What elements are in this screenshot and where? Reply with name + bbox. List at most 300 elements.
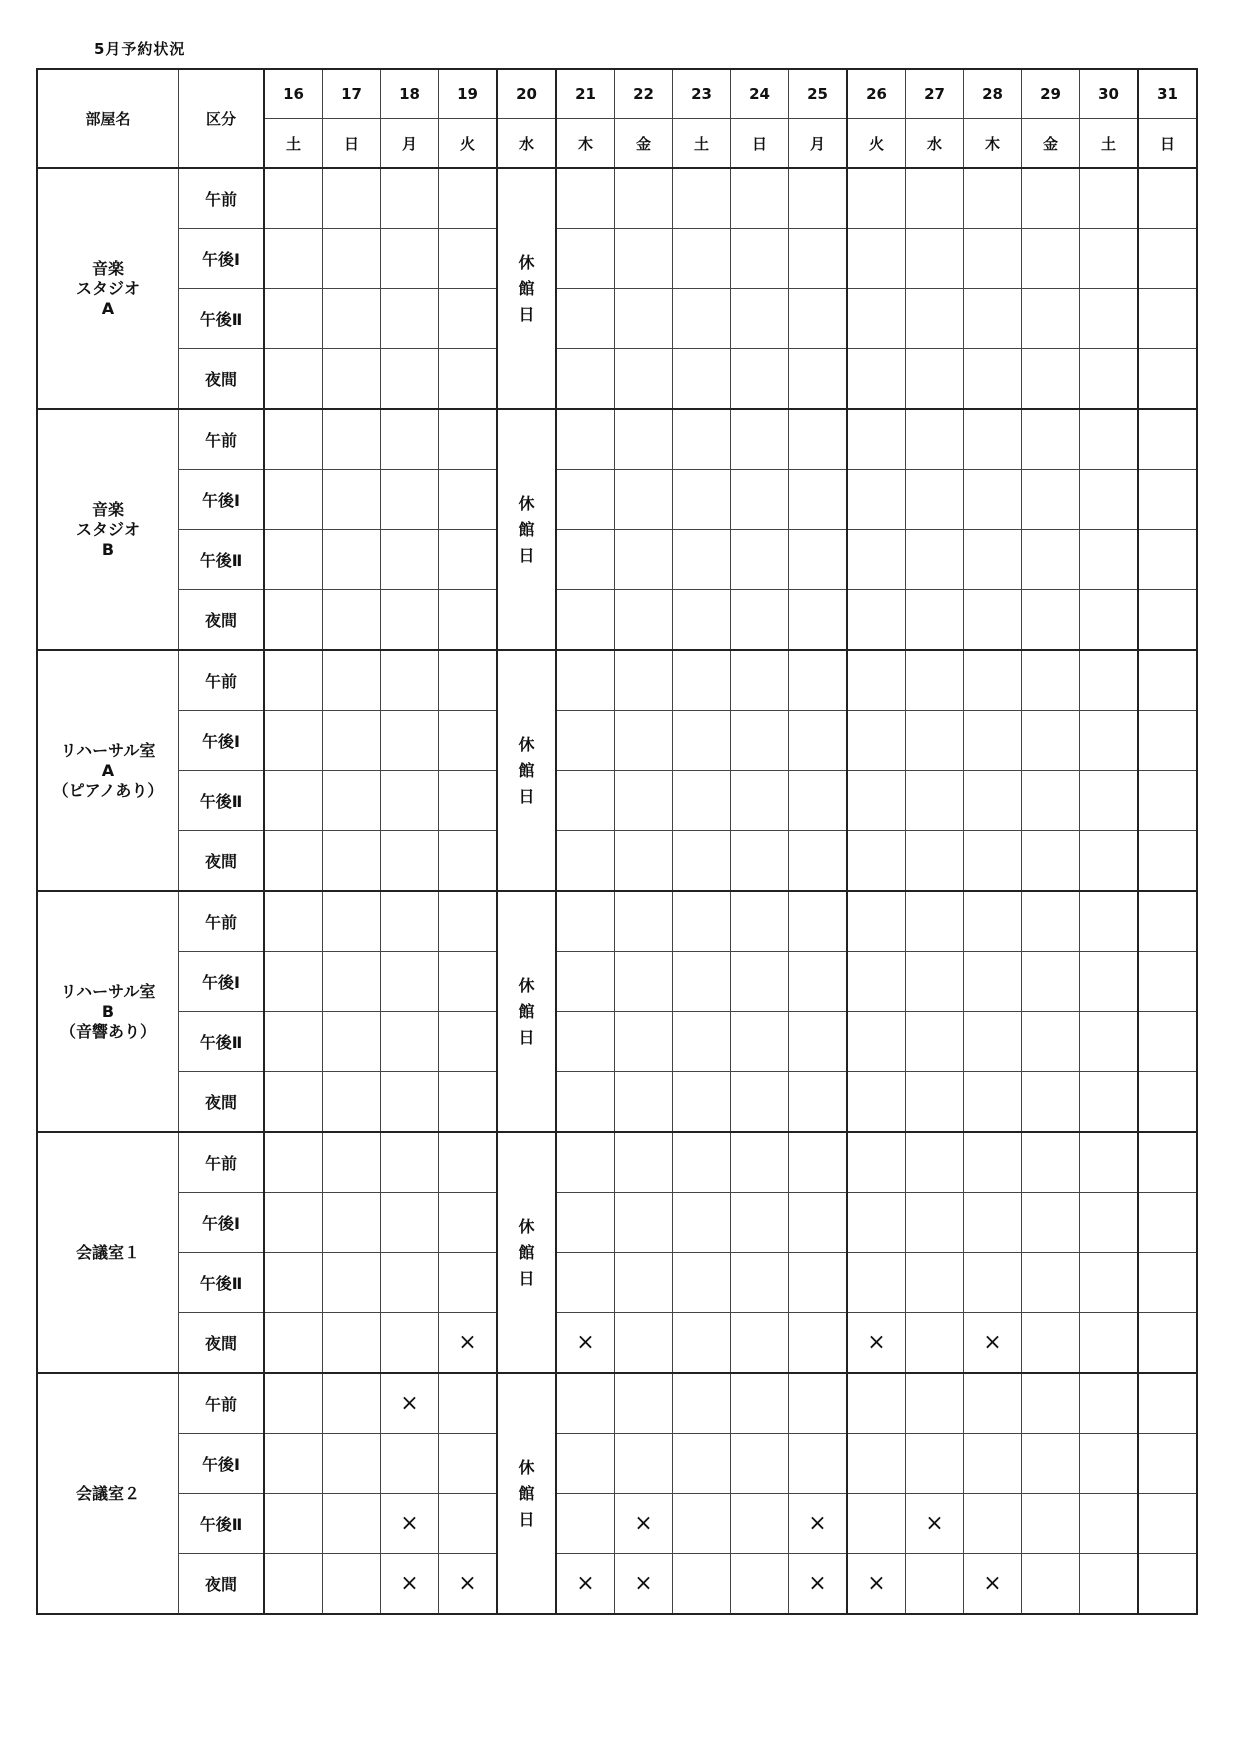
reservation-cell[interactable] [323, 1012, 381, 1072]
reservation-cell[interactable] [964, 711, 1022, 771]
reservation-cell[interactable] [964, 650, 1022, 711]
reservation-cell[interactable] [1022, 349, 1080, 410]
reservation-cell[interactable] [964, 1313, 1022, 1374]
reservation-cell[interactable] [789, 891, 848, 952]
reservation-cell[interactable] [731, 289, 789, 349]
reservation-cell[interactable] [323, 1132, 381, 1193]
reservation-cell[interactable] [673, 1313, 731, 1374]
reservation-cell[interactable] [615, 1373, 673, 1434]
reservation-cell[interactable] [964, 1072, 1022, 1133]
reservation-cell[interactable] [381, 590, 439, 651]
reservation-cell[interactable] [731, 530, 789, 590]
reservation-cell[interactable] [1138, 891, 1197, 952]
reservation-cell[interactable] [847, 168, 906, 229]
reservation-cell[interactable] [1022, 952, 1080, 1012]
reservation-cell[interactable] [323, 831, 381, 892]
reservation-cell[interactable] [323, 771, 381, 831]
reservation-cell[interactable] [439, 1373, 498, 1434]
reservation-cell[interactable] [556, 1494, 615, 1554]
reservation-cell[interactable] [906, 1434, 964, 1494]
reservation-cell[interactable] [439, 470, 498, 530]
reservation-cell[interactable] [1138, 289, 1197, 349]
reservation-cell[interactable] [439, 1554, 498, 1615]
reservation-cell[interactable] [789, 409, 848, 470]
reservation-cell[interactable] [323, 349, 381, 410]
reservation-cell[interactable] [1080, 1313, 1139, 1374]
reservation-cell[interactable] [556, 711, 615, 771]
reservation-cell[interactable] [964, 349, 1022, 410]
reservation-cell[interactable] [439, 1072, 498, 1133]
reservation-cell[interactable] [1138, 1313, 1197, 1374]
reservation-cell[interactable] [906, 711, 964, 771]
reservation-cell[interactable] [1138, 1072, 1197, 1133]
reservation-cell[interactable] [264, 891, 323, 952]
reservation-cell[interactable] [964, 831, 1022, 892]
reservation-cell[interactable] [789, 952, 848, 1012]
reservation-cell[interactable] [906, 1373, 964, 1434]
reservation-cell[interactable] [1080, 168, 1139, 229]
reservation-cell[interactable] [556, 349, 615, 410]
reservation-cell[interactable] [673, 711, 731, 771]
reservation-cell[interactable] [615, 711, 673, 771]
reservation-cell[interactable] [1022, 891, 1080, 952]
reservation-cell[interactable] [673, 952, 731, 1012]
reservation-cell[interactable] [847, 1494, 906, 1554]
reservation-cell[interactable] [615, 349, 673, 410]
reservation-cell[interactable] [906, 530, 964, 590]
reservation-cell[interactable] [673, 891, 731, 952]
reservation-cell[interactable] [964, 1253, 1022, 1313]
reservation-cell[interactable] [381, 349, 439, 410]
reservation-cell[interactable] [847, 590, 906, 651]
reservation-cell[interactable] [615, 771, 673, 831]
reservation-cell[interactable] [731, 1132, 789, 1193]
reservation-cell[interactable] [264, 1373, 323, 1434]
reservation-cell[interactable] [847, 229, 906, 289]
reservation-cell[interactable] [556, 470, 615, 530]
reservation-cell[interactable] [264, 168, 323, 229]
reservation-cell[interactable] [323, 952, 381, 1012]
reservation-cell[interactable] [439, 1494, 498, 1554]
reservation-cell[interactable] [964, 1554, 1022, 1615]
reservation-cell[interactable] [439, 1132, 498, 1193]
reservation-cell[interactable] [381, 650, 439, 711]
reservation-cell[interactable] [264, 1072, 323, 1133]
reservation-cell[interactable] [673, 1494, 731, 1554]
reservation-cell[interactable] [615, 831, 673, 892]
reservation-cell[interactable] [1080, 891, 1139, 952]
reservation-cell[interactable] [906, 650, 964, 711]
reservation-cell[interactable] [906, 1554, 964, 1615]
reservation-cell[interactable] [731, 1313, 789, 1374]
reservation-cell[interactable] [264, 409, 323, 470]
reservation-cell[interactable] [439, 168, 498, 229]
reservation-cell[interactable] [381, 891, 439, 952]
reservation-cell[interactable] [906, 952, 964, 1012]
reservation-cell[interactable] [1022, 1072, 1080, 1133]
reservation-cell[interactable] [1138, 952, 1197, 1012]
reservation-cell[interactable] [1138, 1132, 1197, 1193]
reservation-cell[interactable] [906, 1494, 964, 1554]
reservation-cell[interactable] [906, 1012, 964, 1072]
reservation-cell[interactable] [323, 1313, 381, 1374]
reservation-cell[interactable] [847, 650, 906, 711]
reservation-cell[interactable] [1080, 1554, 1139, 1615]
reservation-cell[interactable] [731, 831, 789, 892]
reservation-cell[interactable] [731, 349, 789, 410]
reservation-cell[interactable] [789, 1072, 848, 1133]
reservation-cell[interactable] [615, 952, 673, 1012]
reservation-cell[interactable] [789, 1193, 848, 1253]
reservation-cell[interactable] [789, 289, 848, 349]
reservation-cell[interactable] [1138, 1253, 1197, 1313]
reservation-cell[interactable] [673, 771, 731, 831]
reservation-cell[interactable] [789, 1494, 848, 1554]
reservation-cell[interactable] [731, 590, 789, 651]
reservation-cell[interactable] [1080, 1373, 1139, 1434]
reservation-cell[interactable] [556, 1373, 615, 1434]
reservation-cell[interactable] [556, 409, 615, 470]
reservation-cell[interactable] [323, 1072, 381, 1133]
reservation-cell[interactable] [381, 1494, 439, 1554]
reservation-cell[interactable] [381, 1012, 439, 1072]
reservation-cell[interactable] [906, 168, 964, 229]
reservation-cell[interactable] [1022, 590, 1080, 651]
reservation-cell[interactable] [1080, 470, 1139, 530]
reservation-cell[interactable] [439, 349, 498, 410]
reservation-cell[interactable] [673, 229, 731, 289]
reservation-cell[interactable] [381, 530, 439, 590]
reservation-cell[interactable] [1022, 1554, 1080, 1615]
reservation-cell[interactable] [847, 952, 906, 1012]
reservation-cell[interactable] [1138, 711, 1197, 771]
reservation-cell[interactable] [1138, 650, 1197, 711]
reservation-cell[interactable] [1080, 1132, 1139, 1193]
reservation-cell[interactable] [381, 1554, 439, 1615]
reservation-cell[interactable] [906, 1132, 964, 1193]
reservation-cell[interactable] [439, 1012, 498, 1072]
reservation-cell[interactable] [615, 650, 673, 711]
reservation-cell[interactable] [439, 229, 498, 289]
reservation-cell[interactable] [264, 590, 323, 651]
reservation-cell[interactable] [264, 1313, 323, 1374]
reservation-cell[interactable] [323, 1253, 381, 1313]
reservation-cell[interactable] [789, 831, 848, 892]
reservation-cell[interactable] [789, 590, 848, 651]
reservation-cell[interactable] [673, 530, 731, 590]
reservation-cell[interactable] [1080, 1012, 1139, 1072]
reservation-cell[interactable] [323, 711, 381, 771]
reservation-cell[interactable] [847, 530, 906, 590]
reservation-cell[interactable] [439, 771, 498, 831]
reservation-cell[interactable] [1022, 1012, 1080, 1072]
reservation-cell[interactable] [1022, 771, 1080, 831]
reservation-cell[interactable] [964, 590, 1022, 651]
reservation-cell[interactable] [906, 771, 964, 831]
reservation-cell[interactable] [906, 409, 964, 470]
reservation-cell[interactable] [556, 1132, 615, 1193]
reservation-cell[interactable] [615, 1434, 673, 1494]
reservation-cell[interactable] [847, 349, 906, 410]
reservation-cell[interactable] [731, 1253, 789, 1313]
reservation-cell[interactable] [1138, 1373, 1197, 1434]
reservation-cell[interactable] [731, 771, 789, 831]
reservation-cell[interactable] [847, 831, 906, 892]
reservation-cell[interactable] [1138, 530, 1197, 590]
reservation-cell[interactable] [1022, 229, 1080, 289]
reservation-cell[interactable] [906, 831, 964, 892]
reservation-cell[interactable] [556, 590, 615, 651]
reservation-cell[interactable] [731, 891, 789, 952]
reservation-cell[interactable] [789, 1132, 848, 1193]
reservation-cell[interactable] [323, 1434, 381, 1494]
reservation-cell[interactable] [615, 289, 673, 349]
reservation-cell[interactable] [731, 1554, 789, 1615]
reservation-cell[interactable] [847, 470, 906, 530]
reservation-cell[interactable] [1138, 168, 1197, 229]
reservation-cell[interactable] [264, 831, 323, 892]
reservation-cell[interactable] [615, 891, 673, 952]
reservation-cell[interactable] [964, 530, 1022, 590]
reservation-cell[interactable] [731, 1012, 789, 1072]
reservation-cell[interactable] [673, 349, 731, 410]
reservation-cell[interactable] [673, 1193, 731, 1253]
reservation-cell[interactable] [673, 470, 731, 530]
reservation-cell[interactable] [615, 168, 673, 229]
reservation-cell[interactable] [381, 1072, 439, 1133]
reservation-cell[interactable] [439, 590, 498, 651]
reservation-cell[interactable] [1138, 1434, 1197, 1494]
reservation-cell[interactable] [615, 470, 673, 530]
reservation-cell[interactable] [731, 470, 789, 530]
reservation-cell[interactable] [264, 229, 323, 289]
reservation-cell[interactable] [323, 891, 381, 952]
reservation-cell[interactable] [1080, 831, 1139, 892]
reservation-cell[interactable] [381, 1313, 439, 1374]
reservation-cell[interactable] [1080, 1253, 1139, 1313]
reservation-cell[interactable] [731, 409, 789, 470]
reservation-cell[interactable] [615, 1253, 673, 1313]
reservation-cell[interactable] [439, 952, 498, 1012]
reservation-cell[interactable] [264, 952, 323, 1012]
reservation-cell[interactable] [323, 229, 381, 289]
reservation-cell[interactable] [556, 952, 615, 1012]
reservation-cell[interactable] [556, 1072, 615, 1133]
reservation-cell[interactable] [556, 289, 615, 349]
reservation-cell[interactable] [1138, 831, 1197, 892]
reservation-cell[interactable] [1138, 1554, 1197, 1615]
reservation-cell[interactable] [964, 470, 1022, 530]
reservation-cell[interactable] [381, 1253, 439, 1313]
reservation-cell[interactable] [323, 1494, 381, 1554]
reservation-cell[interactable] [789, 1373, 848, 1434]
reservation-cell[interactable] [615, 530, 673, 590]
reservation-cell[interactable] [556, 1193, 615, 1253]
reservation-cell[interactable] [556, 771, 615, 831]
reservation-cell[interactable] [789, 1253, 848, 1313]
reservation-cell[interactable] [847, 409, 906, 470]
reservation-cell[interactable] [964, 1012, 1022, 1072]
reservation-cell[interactable] [673, 590, 731, 651]
reservation-cell[interactable] [847, 1132, 906, 1193]
reservation-cell[interactable] [1080, 530, 1139, 590]
reservation-cell[interactable] [673, 409, 731, 470]
reservation-cell[interactable] [1022, 711, 1080, 771]
reservation-cell[interactable] [1080, 650, 1139, 711]
reservation-cell[interactable] [847, 1313, 906, 1374]
reservation-cell[interactable] [789, 530, 848, 590]
reservation-cell[interactable] [1022, 530, 1080, 590]
reservation-cell[interactable] [673, 650, 731, 711]
reservation-cell[interactable] [1022, 1313, 1080, 1374]
reservation-cell[interactable] [789, 1434, 848, 1494]
reservation-cell[interactable] [556, 831, 615, 892]
reservation-cell[interactable] [906, 1072, 964, 1133]
reservation-cell[interactable] [1138, 590, 1197, 651]
reservation-cell[interactable] [381, 1132, 439, 1193]
reservation-cell[interactable] [556, 891, 615, 952]
reservation-cell[interactable] [731, 1494, 789, 1554]
reservation-cell[interactable] [789, 1554, 848, 1615]
reservation-cell[interactable] [615, 1313, 673, 1374]
reservation-cell[interactable] [264, 1494, 323, 1554]
reservation-cell[interactable] [1080, 771, 1139, 831]
reservation-cell[interactable] [1080, 409, 1139, 470]
reservation-cell[interactable] [1138, 409, 1197, 470]
reservation-cell[interactable] [964, 229, 1022, 289]
reservation-cell[interactable] [264, 1253, 323, 1313]
reservation-cell[interactable] [381, 711, 439, 771]
reservation-cell[interactable] [847, 1434, 906, 1494]
reservation-cell[interactable] [439, 1193, 498, 1253]
reservation-cell[interactable] [731, 1373, 789, 1434]
reservation-cell[interactable] [731, 168, 789, 229]
reservation-cell[interactable] [789, 168, 848, 229]
reservation-cell[interactable] [381, 409, 439, 470]
reservation-cell[interactable] [731, 952, 789, 1012]
reservation-cell[interactable] [847, 1253, 906, 1313]
reservation-cell[interactable] [1022, 409, 1080, 470]
reservation-cell[interactable] [264, 349, 323, 410]
reservation-cell[interactable] [673, 1253, 731, 1313]
reservation-cell[interactable] [264, 711, 323, 771]
reservation-cell[interactable] [439, 831, 498, 892]
reservation-cell[interactable] [847, 1193, 906, 1253]
reservation-cell[interactable] [323, 289, 381, 349]
reservation-cell[interactable] [1080, 1072, 1139, 1133]
reservation-cell[interactable] [964, 891, 1022, 952]
reservation-cell[interactable] [381, 168, 439, 229]
reservation-cell[interactable] [1022, 1193, 1080, 1253]
reservation-cell[interactable] [556, 168, 615, 229]
reservation-cell[interactable] [556, 1253, 615, 1313]
reservation-cell[interactable] [1080, 711, 1139, 771]
reservation-cell[interactable] [1138, 349, 1197, 410]
reservation-cell[interactable] [906, 1253, 964, 1313]
reservation-cell[interactable] [264, 650, 323, 711]
reservation-cell[interactable] [673, 1554, 731, 1615]
reservation-cell[interactable] [439, 530, 498, 590]
reservation-cell[interactable] [556, 650, 615, 711]
reservation-cell[interactable] [964, 1434, 1022, 1494]
reservation-cell[interactable] [439, 711, 498, 771]
reservation-cell[interactable] [264, 530, 323, 590]
reservation-cell[interactable] [847, 891, 906, 952]
reservation-cell[interactable] [847, 711, 906, 771]
reservation-cell[interactable] [964, 1132, 1022, 1193]
reservation-cell[interactable] [381, 1193, 439, 1253]
reservation-cell[interactable] [323, 650, 381, 711]
reservation-cell[interactable] [847, 771, 906, 831]
reservation-cell[interactable] [556, 229, 615, 289]
reservation-cell[interactable] [906, 289, 964, 349]
reservation-cell[interactable] [964, 1193, 1022, 1253]
reservation-cell[interactable] [323, 530, 381, 590]
reservation-cell[interactable] [615, 409, 673, 470]
reservation-cell[interactable] [964, 771, 1022, 831]
reservation-cell[interactable] [323, 409, 381, 470]
reservation-cell[interactable] [906, 1313, 964, 1374]
reservation-cell[interactable] [1022, 289, 1080, 349]
reservation-cell[interactable] [847, 1012, 906, 1072]
reservation-cell[interactable] [1080, 1193, 1139, 1253]
reservation-cell[interactable] [439, 1313, 498, 1374]
reservation-cell[interactable] [381, 1373, 439, 1434]
reservation-cell[interactable] [731, 229, 789, 289]
reservation-cell[interactable] [323, 1373, 381, 1434]
reservation-cell[interactable] [381, 771, 439, 831]
reservation-cell[interactable] [731, 1072, 789, 1133]
reservation-cell[interactable] [789, 650, 848, 711]
reservation-cell[interactable] [1022, 1373, 1080, 1434]
reservation-cell[interactable] [615, 1554, 673, 1615]
reservation-cell[interactable] [673, 1132, 731, 1193]
reservation-cell[interactable] [964, 409, 1022, 470]
reservation-cell[interactable] [1080, 229, 1139, 289]
reservation-cell[interactable] [264, 1132, 323, 1193]
reservation-cell[interactable] [731, 711, 789, 771]
reservation-cell[interactable] [323, 1193, 381, 1253]
reservation-cell[interactable] [1080, 349, 1139, 410]
reservation-cell[interactable] [789, 1012, 848, 1072]
reservation-cell[interactable] [556, 530, 615, 590]
reservation-cell[interactable] [264, 1012, 323, 1072]
reservation-cell[interactable] [615, 1193, 673, 1253]
reservation-cell[interactable] [381, 1434, 439, 1494]
reservation-cell[interactable] [381, 831, 439, 892]
reservation-cell[interactable] [556, 1313, 615, 1374]
reservation-cell[interactable] [1080, 289, 1139, 349]
reservation-cell[interactable] [439, 891, 498, 952]
reservation-cell[interactable] [789, 771, 848, 831]
reservation-cell[interactable] [439, 1253, 498, 1313]
reservation-cell[interactable] [847, 1554, 906, 1615]
reservation-cell[interactable] [1080, 1434, 1139, 1494]
reservation-cell[interactable] [1022, 831, 1080, 892]
reservation-cell[interactable] [1138, 1012, 1197, 1072]
reservation-cell[interactable] [556, 1434, 615, 1494]
reservation-cell[interactable] [673, 1012, 731, 1072]
reservation-cell[interactable] [1138, 1494, 1197, 1554]
reservation-cell[interactable] [323, 168, 381, 229]
reservation-cell[interactable] [673, 831, 731, 892]
reservation-cell[interactable] [1022, 1434, 1080, 1494]
reservation-cell[interactable] [847, 289, 906, 349]
reservation-cell[interactable] [556, 1554, 615, 1615]
reservation-cell[interactable] [1022, 470, 1080, 530]
reservation-cell[interactable] [906, 229, 964, 289]
reservation-cell[interactable] [381, 470, 439, 530]
